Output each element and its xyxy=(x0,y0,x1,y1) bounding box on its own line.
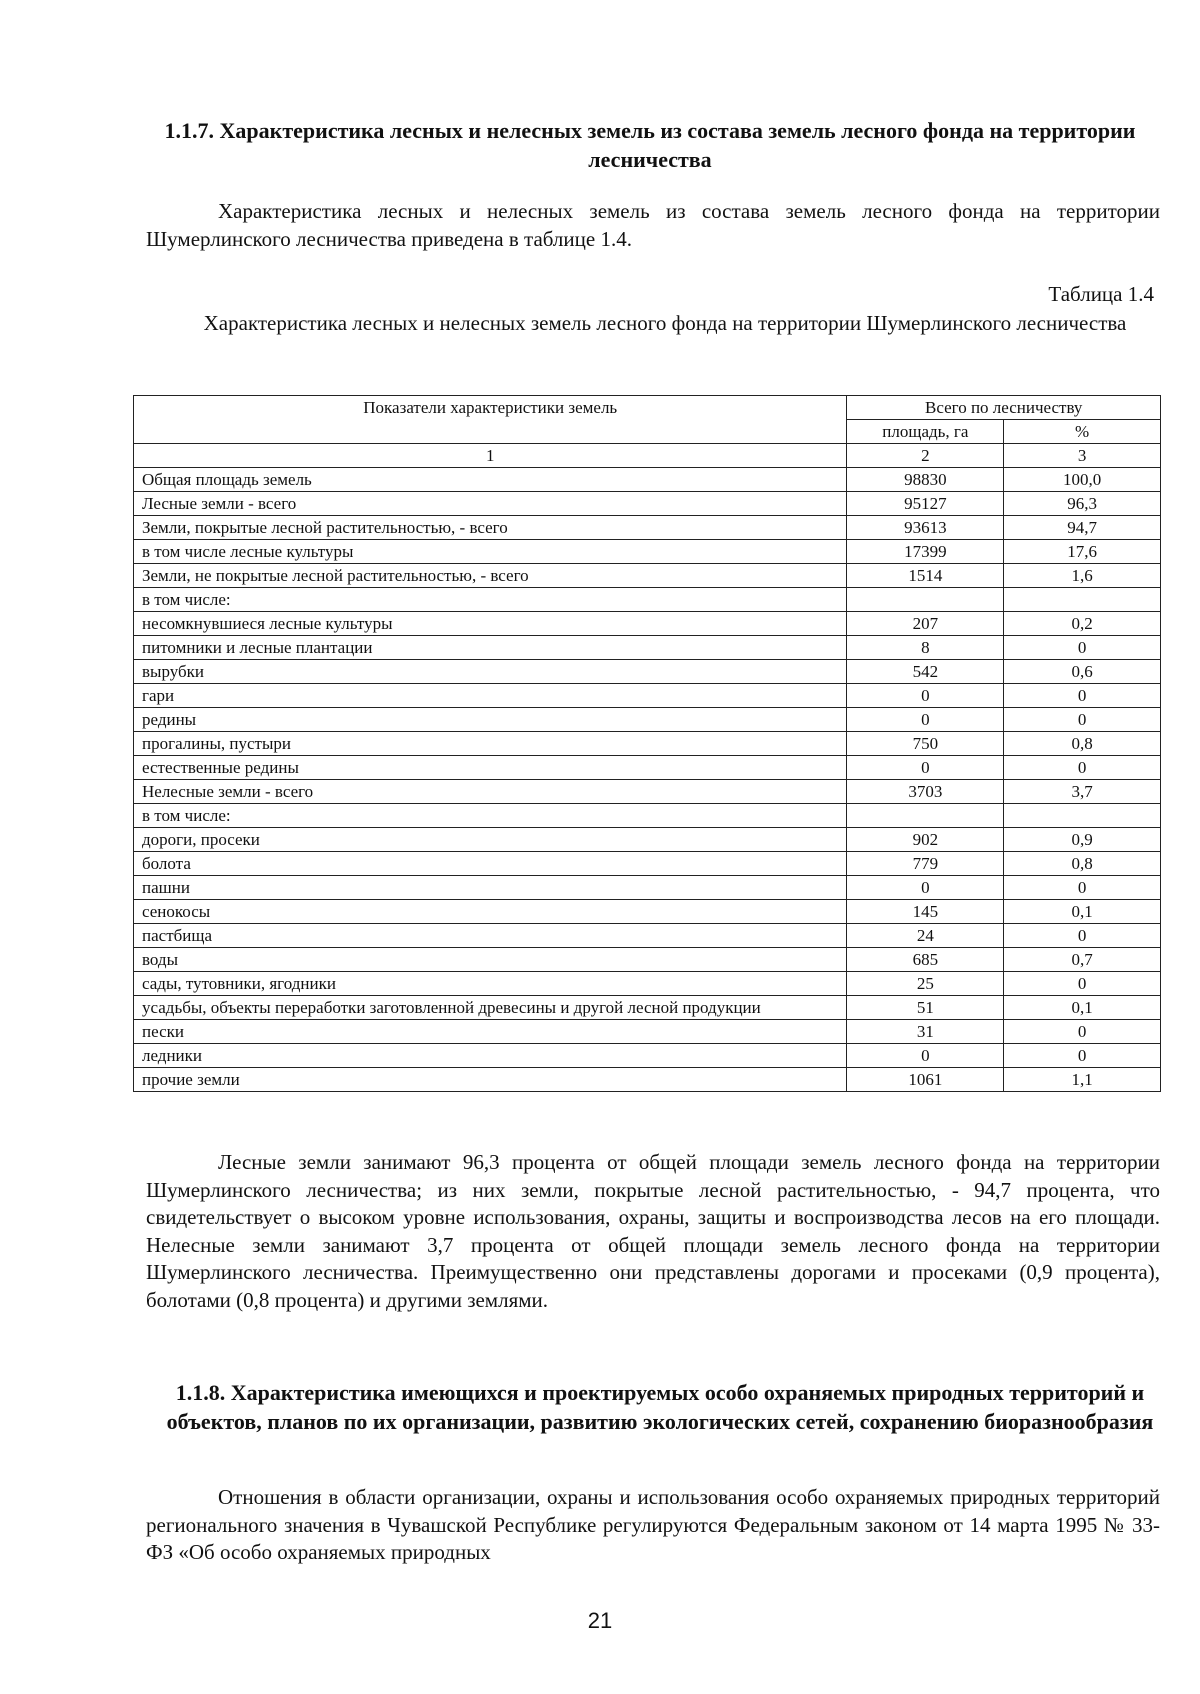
table-col-number-row xyxy=(134,444,1161,468)
row-label: пашни xyxy=(134,876,847,900)
table-title: Характеристика лесных и нелесных земель лесного фонда на территории Шумерлинского лесничества xyxy=(203,311,1127,335)
row-area: 685 xyxy=(847,948,1004,972)
row-label: вырубки xyxy=(134,660,847,684)
row-percent: 100,0 xyxy=(1004,468,1161,492)
row-area: 750 xyxy=(847,732,1004,756)
table-row xyxy=(134,876,1161,900)
row-area: 31 xyxy=(847,1020,1004,1044)
section-118-paragraph: Отношения в области организации, охраны и использования особо охраняемых природных территорий регионального значения в Чувашской Республике регулируются Федеральным законом от 14 марта 1995 № 33-ФЗ «Об особо охраняемых природных xyxy=(146,1485,1160,1564)
table-row xyxy=(134,540,1161,564)
row-area: 1514 xyxy=(847,564,1004,588)
row-percent: 0 xyxy=(1004,924,1161,948)
table-row xyxy=(134,660,1161,684)
row-area: 1061 xyxy=(847,1068,1004,1092)
table-row xyxy=(134,1020,1161,1044)
row-label: болота xyxy=(134,852,847,876)
row-label: естественные редины xyxy=(134,756,847,780)
row-area: 8 xyxy=(847,636,1004,660)
row-area: 25 xyxy=(847,972,1004,996)
row-percent: 17,6 xyxy=(1004,540,1161,564)
row-percent: 0,9 xyxy=(1004,828,1161,852)
row-label: Нелесные земли - всего xyxy=(134,780,847,804)
row-percent: 0,1 xyxy=(1004,900,1161,924)
row-area: 17399 xyxy=(847,540,1004,564)
row-area: 145 xyxy=(847,900,1004,924)
table-row xyxy=(134,1068,1161,1092)
table-row xyxy=(134,1044,1161,1068)
row-percent: 0 xyxy=(1004,876,1161,900)
table-row xyxy=(134,828,1161,852)
row-label: воды xyxy=(134,948,847,972)
row-percent: 0,7 xyxy=(1004,948,1161,972)
row-percent: 1,1 xyxy=(1004,1068,1161,1092)
section-118-heading: 1.1.8. Характеристика имеющихся и проектируемых особо охраняемых природных территорий и объектов, планов по их организации, развитию экологических сетей, сохранению биоразнообразия xyxy=(166,1380,1154,1434)
row-percent: 3,7 xyxy=(1004,780,1161,804)
row-area: 0 xyxy=(847,708,1004,732)
table-caption: Таблица 1.4 xyxy=(1048,282,1154,306)
row-percent xyxy=(1004,804,1161,828)
row-area: 542 xyxy=(847,660,1004,684)
table-row xyxy=(134,924,1161,948)
table-row xyxy=(134,804,1161,828)
table-row xyxy=(134,612,1161,636)
row-label: пастбища xyxy=(134,924,847,948)
row-area xyxy=(847,804,1004,828)
row-area: 779 xyxy=(847,852,1004,876)
row-percent: 0,1 xyxy=(1004,996,1161,1020)
row-label: прогалины, пустыри xyxy=(134,732,847,756)
page-number: 21 xyxy=(587,1608,613,1633)
row-percent: 0,8 xyxy=(1004,852,1161,876)
row-area: 3703 xyxy=(847,780,1004,804)
row-label: Лесные земли - всего xyxy=(134,492,847,516)
row-label: в том числе: xyxy=(134,588,847,612)
row-percent: 0 xyxy=(1004,636,1161,660)
table-row xyxy=(134,948,1161,972)
table-row xyxy=(134,516,1161,540)
row-percent: 0 xyxy=(1004,708,1161,732)
row-area: 902 xyxy=(847,828,1004,852)
table-row xyxy=(134,852,1161,876)
table-row xyxy=(134,756,1161,780)
section-117-intro: Характеристика лесных и нелесных земель из состава земель лесного фонда на территории Шумерлинского лесничества приведена в таблице 1.4. xyxy=(146,199,1160,251)
row-label: в том числе: xyxy=(134,804,847,828)
row-area: 93613 xyxy=(847,516,1004,540)
table-row xyxy=(134,780,1161,804)
table-row xyxy=(134,996,1161,1020)
header-indicator: Показатели характеристики земель xyxy=(134,396,847,444)
table-body xyxy=(134,396,1161,1092)
row-label: гари xyxy=(134,684,847,708)
row-percent: 0 xyxy=(1004,1044,1161,1068)
row-label: ледники xyxy=(134,1044,847,1068)
table-row xyxy=(134,492,1161,516)
table-row xyxy=(134,900,1161,924)
col-number: 2 xyxy=(847,444,1004,468)
row-area: 0 xyxy=(847,1044,1004,1068)
row-percent: 0 xyxy=(1004,756,1161,780)
row-area: 0 xyxy=(847,684,1004,708)
table-row xyxy=(134,636,1161,660)
row-label: несомкнувшиеся лесные культуры xyxy=(134,612,847,636)
row-label: Общая площадь земель xyxy=(134,468,847,492)
row-label: сады, тутовники, ягодники xyxy=(134,972,847,996)
table-row xyxy=(134,468,1161,492)
header-area: площадь, га xyxy=(847,420,1004,444)
table-row xyxy=(134,708,1161,732)
header-percent: % xyxy=(1004,420,1161,444)
row-label: в том числе лесные культуры xyxy=(134,540,847,564)
section-117-heading: 1.1.7. Характеристика лесных и нелесных земель из состава земель лесного фонда на территории лесничества xyxy=(164,118,1136,172)
row-percent: 0,6 xyxy=(1004,660,1161,684)
col-number: 3 xyxy=(1004,444,1161,468)
land-characteristics-table xyxy=(133,395,1161,1092)
table-row xyxy=(134,732,1161,756)
summary-paragraph: Лесные земли занимают 96,3 процента от общей площади земель лесного фонда на территории Шумерлинского лесничества; из них земли, покрытые лесной растительностью, - 94,7 процента, что свидетельствует о высоком уровне использования, охраны, защиты и воспроизводства лесов на его площади. Нелесные земли занимают 3,7 процента от общей площади земель лесного фонда на территории Шумерлинского лесничества. Преимущественно они представлены дорогами и просеками (0,9 процента), болотами (0,8 процента) и другими землями. xyxy=(146,1150,1160,1312)
row-percent: 96,3 xyxy=(1004,492,1161,516)
row-area: 0 xyxy=(847,876,1004,900)
row-label: редины xyxy=(134,708,847,732)
row-area: 95127 xyxy=(847,492,1004,516)
row-label: прочие земли xyxy=(134,1068,847,1092)
row-area: 51 xyxy=(847,996,1004,1020)
row-label: питомники и лесные плантации xyxy=(134,636,847,660)
table-header-row xyxy=(134,396,1161,420)
table-row xyxy=(134,684,1161,708)
table-row xyxy=(134,972,1161,996)
table-row xyxy=(134,564,1161,588)
table-row xyxy=(134,588,1161,612)
row-area: 0 xyxy=(847,756,1004,780)
row-area xyxy=(847,588,1004,612)
row-percent: 1,6 xyxy=(1004,564,1161,588)
row-label: дороги, просеки xyxy=(134,828,847,852)
row-label: пески xyxy=(134,1020,847,1044)
row-percent: 0 xyxy=(1004,1020,1161,1044)
row-percent: 0,2 xyxy=(1004,612,1161,636)
row-label: сенокосы xyxy=(134,900,847,924)
row-percent xyxy=(1004,588,1161,612)
row-area: 98830 xyxy=(847,468,1004,492)
header-total: Всего по лесничеству xyxy=(847,396,1161,420)
row-label: Земли, не покрытые лесной растительностью, - всего xyxy=(134,564,847,588)
row-label: усадьбы, объекты переработки заготовленной древесины и другой лесной продукции xyxy=(134,996,847,1020)
row-percent: 0 xyxy=(1004,972,1161,996)
col-number: 1 xyxy=(134,444,847,468)
row-percent: 0 xyxy=(1004,684,1161,708)
row-area: 24 xyxy=(847,924,1004,948)
row-percent: 0,8 xyxy=(1004,732,1161,756)
row-label: Земли, покрытые лесной растительностью, - всего xyxy=(134,516,847,540)
row-percent: 94,7 xyxy=(1004,516,1161,540)
row-area: 207 xyxy=(847,612,1004,636)
